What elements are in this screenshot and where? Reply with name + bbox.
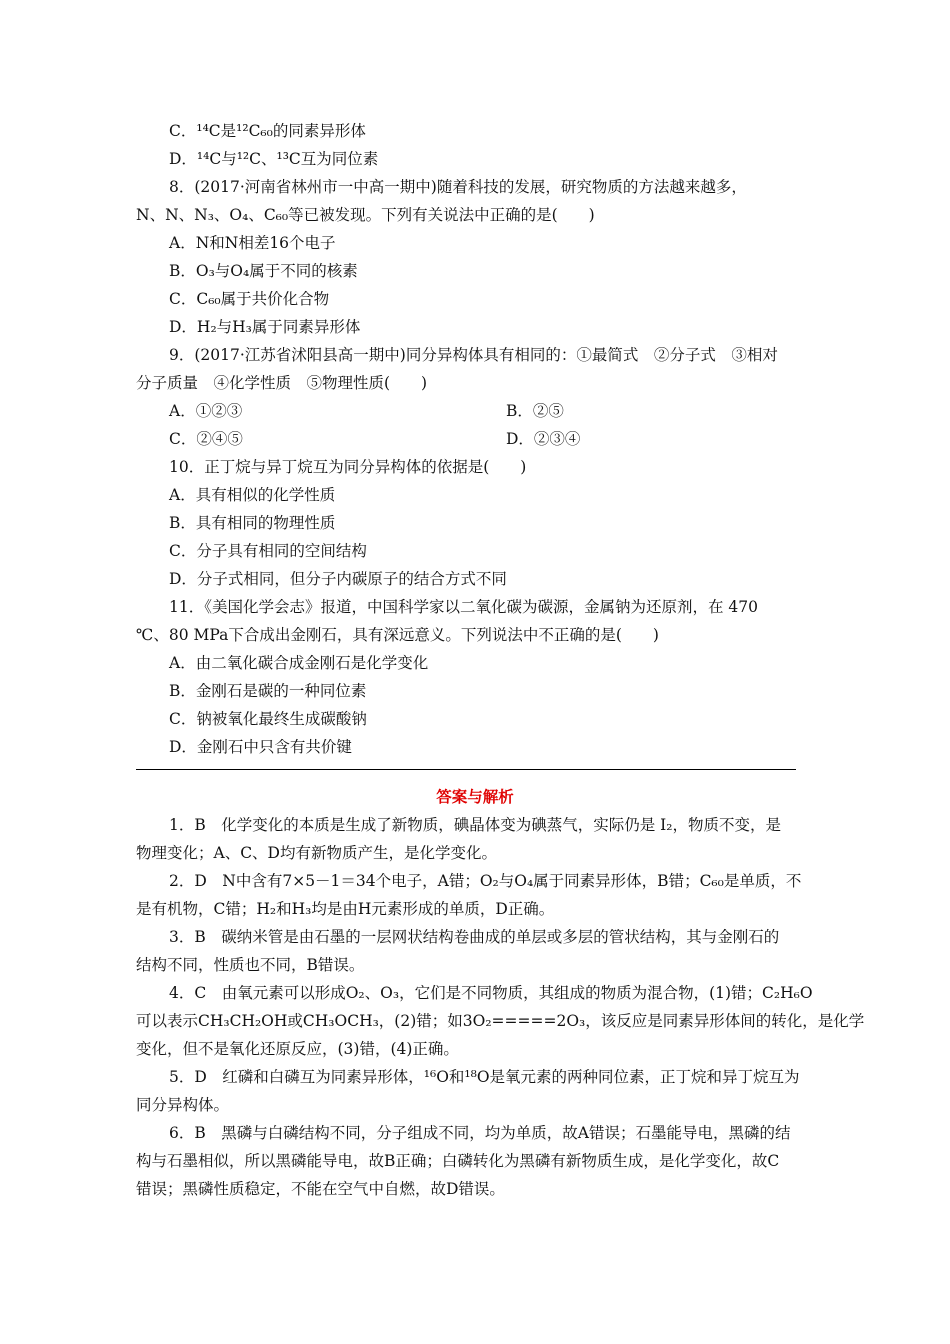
- answer-2-line2: 是有机物，C错；H₂和H₃均是由H元素形成的单质，D正确。: [136, 900, 555, 918]
- answer-3-line1: 3．B 碳纳米管是由石墨的一层网状结构卷曲成的单层或多层的管状结构，其与金刚石的: [169, 928, 780, 946]
- q10-option-c: C．分子具有相同的空间结构: [169, 542, 367, 560]
- q11-stem-line1: 11．《美国化学会志》报道，中国科学家以二氧化碳为碳源，金属钠为还原剂，在 470: [169, 598, 758, 616]
- q8-stem-line1: 8．(2017·河南省林州市一中高一期中)随着科技的发展，研究物质的方法越来越多，: [169, 178, 747, 196]
- q8-stem-line2: N、N、N₃、O₄、C₆₀等已被发现。下列有关说法中正确的是( ): [136, 206, 595, 224]
- q11-option-c: C．钠被氧化最终生成碳酸钠: [169, 710, 367, 728]
- q10-stem: 10．正丁烷与异丁烷互为同分异构体的依据是( ): [169, 458, 527, 476]
- q10-option-b: B．具有相同的物理性质: [169, 514, 336, 532]
- q9-option-d: D．②③④: [506, 430, 581, 448]
- answer-6-line2: 构与石墨相似，所以黑磷能导电，故B正确；白磷转化为黑磷有新物质生成，是化学变化，故C: [136, 1152, 780, 1170]
- answer-1-line2: 物理变化；A、C、D均有新物质产生，是化学变化。: [136, 844, 497, 862]
- q8-option-c: C．C₆₀属于共价化合物: [169, 290, 330, 308]
- answer-3-line2: 结构不同，性质也不同，B错误。: [136, 956, 365, 974]
- q11-option-a: A．由二氧化碳合成金刚石是化学变化: [169, 654, 429, 672]
- q7-option-d: D．¹⁴C与¹²C、¹³C互为同位素: [169, 150, 379, 168]
- q10-option-a: A．具有相似的化学性质: [169, 486, 336, 504]
- q9-option-b: B．②⑤: [506, 402, 564, 420]
- answer-1-line1: 1．B 化学变化的本质是生成了新物质，碘晶体变为碘蒸气，实际仍是 I₂，物质不变，是: [169, 816, 782, 834]
- q11-option-b: B．金刚石是碳的一种同位素: [169, 682, 367, 700]
- answer-4-line2: 可以表示CH₃CH₂OH或CH₃OCH₃，(2)错；如3O₂=====2O₃，该反应是同素异形体间的转化，是化学: [136, 1012, 865, 1030]
- answer-5-line1: 5．D 红磷和白磷互为同素异形体，¹⁶O和¹⁸O是氧元素的两种同位素，正丁烷和异丁烷互为: [169, 1068, 800, 1086]
- q11-option-d: D．金刚石中只含有共价键: [169, 738, 352, 756]
- q8-option-a: A．N和N相差16个电子: [169, 234, 336, 252]
- q9-stem-line1: 9．(2017·江苏省沭阳县高一期中)同分异构体具有相同的：①最简式 ②分子式 ③相对: [169, 346, 778, 364]
- q10-option-d: D．分子式相同，但分子内碳原子的结合方式不同: [169, 570, 507, 588]
- q11-stem-line2: ℃、80 MPa下合成出金刚石，具有深远意义。下列说法中不正确的是( ): [136, 626, 659, 644]
- answer-4-line1: 4．C 由氧元素可以形成O₂、O₃，它们是不同物质，其组成的物质为混合物，(1)错；C₂H₆O: [169, 984, 813, 1002]
- answer-2-line1: 2．D N中含有7×5－1＝34个电子，A错；O₂与O₄属于同素异形体，B错；C₆₀是单质，不: [169, 872, 802, 890]
- answer-4-line3: 变化，但不是氧化还原反应，(3)错，(4)正确。: [136, 1040, 459, 1058]
- q9-stem-line2: 分子质量 ④化学性质 ⑤物理性质( ): [136, 374, 428, 392]
- answers-heading: 答案与解析: [436, 787, 514, 806]
- q8-option-d: D．H₂与H₃属于同素异形体: [169, 318, 361, 336]
- answer-6-line1: 6．B 黑磷与白磷结构不同，分子组成不同，均为单质，故A错误；石墨能导电，黑磷的结: [169, 1124, 791, 1142]
- q9-option-c: C．②④⑤: [169, 430, 243, 448]
- section-divider: [136, 769, 796, 770]
- answer-5-line2: 同分异构体。: [136, 1096, 230, 1114]
- q7-option-c: C．¹⁴C是¹²C₆₀的同素异形体: [169, 122, 366, 140]
- answer-6-line3: 错误；黑磷性质稳定，不能在空气中自燃，故D错误。: [136, 1180, 505, 1198]
- q9-option-a: A．①②③: [169, 402, 243, 420]
- q8-option-b: B．O₃与O₄属于不同的核素: [169, 262, 358, 280]
